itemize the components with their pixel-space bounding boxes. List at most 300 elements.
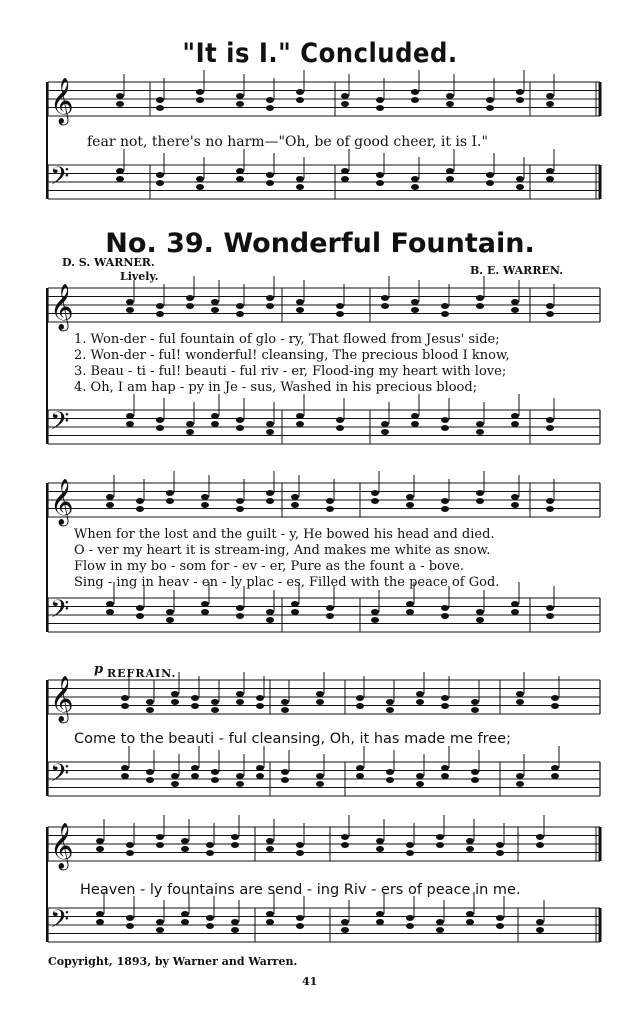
notehead <box>96 838 104 844</box>
dynamic-marking: p <box>94 662 104 677</box>
notehead <box>411 176 419 182</box>
notehead <box>296 89 304 95</box>
notehead <box>446 101 454 107</box>
notehead <box>406 915 414 921</box>
notehead <box>296 299 304 305</box>
notehead <box>536 834 544 840</box>
notehead <box>441 773 449 779</box>
notehead <box>296 842 304 848</box>
notehead <box>121 695 129 701</box>
verse-2-line-1: 2. Won-der - ful! wonderful! cleansing, The precious blood I know, <box>74 348 510 363</box>
notehead <box>441 425 449 431</box>
notehead <box>266 617 274 623</box>
notehead <box>231 842 239 848</box>
notehead <box>211 413 219 419</box>
notehead <box>126 923 134 929</box>
notehead <box>291 609 299 615</box>
notehead <box>416 699 424 705</box>
notehead <box>406 609 414 615</box>
notehead <box>136 613 144 619</box>
notehead <box>231 927 239 933</box>
notehead <box>326 613 334 619</box>
notehead <box>236 498 244 504</box>
notehead <box>546 425 554 431</box>
notehead <box>266 105 274 111</box>
notehead <box>266 303 274 309</box>
notehead <box>266 911 274 917</box>
notehead <box>496 923 504 929</box>
notehead <box>511 609 519 615</box>
notehead <box>326 498 334 504</box>
notehead <box>231 919 239 925</box>
concluded-title: "It is I." Concluded. <box>182 38 458 69</box>
notehead <box>476 490 484 496</box>
treble-clef-icon: 𝄞 <box>50 479 74 525</box>
composer: B. E. WARREN. <box>470 264 564 277</box>
verse-3-line-1: 3. Beau - ti - ful! beauti - ful riv - er, Flood-ing my heart with love; <box>74 364 507 379</box>
notehead <box>196 176 204 182</box>
notehead <box>386 777 394 783</box>
notehead <box>446 93 454 99</box>
notehead <box>546 101 554 107</box>
notehead <box>476 295 484 301</box>
notehead <box>256 773 264 779</box>
bass-clef-icon: 𝄢 <box>50 595 70 630</box>
notehead <box>471 777 479 783</box>
notehead <box>441 506 449 512</box>
notehead <box>126 421 134 427</box>
notehead <box>136 506 144 512</box>
notehead <box>166 490 174 496</box>
notehead <box>266 172 274 178</box>
notehead <box>341 927 349 933</box>
notehead <box>126 915 134 921</box>
notehead <box>381 421 389 427</box>
notehead <box>171 699 179 705</box>
notehead <box>126 299 134 305</box>
notehead <box>411 97 419 103</box>
notehead <box>121 703 129 709</box>
notehead <box>356 695 364 701</box>
notehead <box>511 502 519 508</box>
refrain-line-2: Heaven - ly fountains are send - ing Riv - ers of peace in me. <box>80 882 521 898</box>
notehead <box>236 176 244 182</box>
notehead <box>546 311 554 317</box>
notehead <box>206 850 214 856</box>
notehead <box>356 703 364 709</box>
notehead <box>316 781 324 787</box>
notehead <box>181 911 189 917</box>
treble-clef-icon: 𝄞 <box>50 676 74 722</box>
notehead <box>146 769 154 775</box>
notehead <box>476 303 484 309</box>
notehead <box>376 97 384 103</box>
notehead <box>326 506 334 512</box>
concluded-lyric: fear not, there's no harm—"Oh, be of good cheer, it is I." <box>87 134 488 150</box>
verse-4-line-1: 4. Oh, I am hap - py in Je - sus, Washed in his precious blood; <box>74 380 478 395</box>
notehead <box>231 834 239 840</box>
notehead <box>411 89 419 95</box>
notehead <box>546 168 554 174</box>
notehead <box>551 773 559 779</box>
notehead <box>336 311 344 317</box>
notehead <box>201 601 209 607</box>
notehead <box>186 303 194 309</box>
notehead <box>266 498 274 504</box>
notehead <box>96 846 104 852</box>
notehead <box>296 307 304 313</box>
notehead <box>441 605 449 611</box>
notehead <box>146 777 154 783</box>
notehead <box>236 311 244 317</box>
notehead <box>546 417 554 423</box>
notehead <box>166 617 174 623</box>
notehead <box>326 605 334 611</box>
notehead <box>281 699 289 705</box>
notehead <box>436 927 444 933</box>
notehead <box>106 601 114 607</box>
notehead <box>296 176 304 182</box>
notehead <box>106 502 114 508</box>
notehead <box>341 168 349 174</box>
notehead <box>266 295 274 301</box>
notehead <box>236 93 244 99</box>
notehead <box>341 101 349 107</box>
notehead <box>96 919 104 925</box>
notehead <box>476 617 484 623</box>
notehead <box>406 923 414 929</box>
notehead <box>546 93 554 99</box>
notehead <box>121 765 129 771</box>
notehead <box>436 919 444 925</box>
notehead <box>376 172 384 178</box>
notehead <box>256 765 264 771</box>
notehead <box>516 97 524 103</box>
notehead <box>236 101 244 107</box>
notehead <box>441 765 449 771</box>
notehead <box>156 105 164 111</box>
refrain-line-1: Come to the beauti - ful cleansing, Oh, it has made me free; <box>74 731 511 747</box>
notehead <box>411 299 419 305</box>
notehead <box>476 421 484 427</box>
notehead <box>516 699 524 705</box>
verse-1-line-2: When for the lost and the guilt - y, He bowed his head and died. <box>74 527 495 542</box>
notehead <box>201 502 209 508</box>
notehead <box>191 695 199 701</box>
notehead <box>376 919 384 925</box>
notehead <box>546 613 554 619</box>
notehead <box>406 494 414 500</box>
notehead <box>516 89 524 95</box>
notehead <box>206 923 214 929</box>
notehead <box>156 842 164 848</box>
notehead <box>316 691 324 697</box>
notehead <box>211 777 219 783</box>
notehead <box>371 490 379 496</box>
notehead <box>126 307 134 313</box>
notehead <box>156 927 164 933</box>
notehead <box>416 773 424 779</box>
notehead <box>381 295 389 301</box>
notehead <box>136 605 144 611</box>
notehead <box>441 311 449 317</box>
notehead <box>471 699 479 705</box>
notehead <box>441 417 449 423</box>
notehead <box>156 919 164 925</box>
treble-clef-icon: 𝄞 <box>50 823 74 869</box>
notehead <box>96 911 104 917</box>
notehead <box>546 498 554 504</box>
notehead <box>416 691 424 697</box>
notehead <box>116 101 124 107</box>
notehead <box>381 429 389 435</box>
bass-clef-icon: 𝄢 <box>50 407 70 442</box>
notehead <box>211 707 219 713</box>
notehead <box>281 777 289 783</box>
verse-4-line-2: Sing - ing in heav - en - ly plac - es, Filled with the peace of God. <box>74 575 500 590</box>
notehead <box>191 703 199 709</box>
refrain-label: REFRAIN. <box>107 667 177 680</box>
notehead <box>116 176 124 182</box>
notehead <box>236 506 244 512</box>
notehead <box>126 842 134 848</box>
notehead <box>266 97 274 103</box>
notehead <box>516 691 524 697</box>
notehead <box>536 842 544 848</box>
notehead <box>486 105 494 111</box>
notehead <box>196 97 204 103</box>
notehead <box>406 850 414 856</box>
notehead <box>406 601 414 607</box>
notehead <box>156 417 164 423</box>
notehead <box>386 707 394 713</box>
song-title: No. 39. Wonderful Fountain. <box>105 228 535 259</box>
notehead <box>411 307 419 313</box>
notehead <box>256 703 264 709</box>
notehead <box>486 97 494 103</box>
notehead <box>206 842 214 848</box>
notehead <box>546 506 554 512</box>
notehead <box>376 838 384 844</box>
notehead <box>546 303 554 309</box>
notehead <box>496 842 504 848</box>
notehead <box>146 699 154 705</box>
notehead <box>236 613 244 619</box>
notehead <box>546 176 554 182</box>
notehead <box>341 842 349 848</box>
notehead <box>441 703 449 709</box>
notehead <box>356 773 364 779</box>
notehead <box>511 601 519 607</box>
notehead <box>181 838 189 844</box>
notehead <box>546 605 554 611</box>
notehead <box>446 168 454 174</box>
bass-clef-icon: 𝄢 <box>50 905 70 940</box>
notehead <box>441 695 449 701</box>
notehead <box>121 773 129 779</box>
notehead <box>336 417 344 423</box>
notehead <box>266 429 274 435</box>
notehead <box>281 769 289 775</box>
notehead <box>171 773 179 779</box>
notehead <box>146 707 154 713</box>
notehead <box>551 703 559 709</box>
notehead <box>291 601 299 607</box>
notehead <box>316 699 324 705</box>
notehead <box>156 311 164 317</box>
notehead <box>376 105 384 111</box>
notehead <box>336 425 344 431</box>
notehead <box>291 494 299 500</box>
notehead <box>181 846 189 852</box>
notehead <box>266 490 274 496</box>
notehead <box>236 781 244 787</box>
notehead <box>191 773 199 779</box>
notehead <box>211 307 219 313</box>
notehead <box>536 927 544 933</box>
notehead <box>266 421 274 427</box>
notehead <box>296 923 304 929</box>
verse-1-line-1: 1. Won-der - ful fountain of glo - ry, That flowed from Jesus' side; <box>74 332 500 347</box>
notehead <box>516 773 524 779</box>
notehead <box>381 303 389 309</box>
notehead <box>551 695 559 701</box>
notehead <box>266 919 274 925</box>
notehead <box>496 915 504 921</box>
notehead <box>511 413 519 419</box>
notehead <box>341 834 349 840</box>
notehead <box>236 605 244 611</box>
notehead <box>496 850 504 856</box>
treble-clef-icon: 𝄞 <box>50 284 74 330</box>
notehead <box>516 184 524 190</box>
notehead <box>341 93 349 99</box>
notehead <box>551 765 559 771</box>
notehead <box>236 691 244 697</box>
notehead <box>356 765 364 771</box>
notehead <box>211 769 219 775</box>
notehead <box>166 498 174 504</box>
notehead <box>266 180 274 186</box>
notehead <box>206 915 214 921</box>
notehead <box>416 781 424 787</box>
notehead <box>406 842 414 848</box>
page-number: 41 <box>302 975 318 988</box>
notehead <box>156 97 164 103</box>
notehead <box>386 769 394 775</box>
notehead <box>186 295 194 301</box>
notehead <box>266 846 274 852</box>
notehead <box>476 609 484 615</box>
notehead <box>201 609 209 615</box>
notehead <box>371 617 379 623</box>
notehead <box>411 421 419 427</box>
notehead <box>236 425 244 431</box>
notehead <box>156 303 164 309</box>
notehead <box>376 846 384 852</box>
notehead <box>236 417 244 423</box>
notehead <box>471 769 479 775</box>
notehead <box>291 502 299 508</box>
notehead <box>211 699 219 705</box>
notehead <box>486 172 494 178</box>
notehead <box>106 609 114 615</box>
notehead <box>296 184 304 190</box>
notehead <box>441 613 449 619</box>
notehead <box>406 502 414 508</box>
notehead <box>296 421 304 427</box>
notehead <box>341 176 349 182</box>
notehead <box>511 299 519 305</box>
notehead <box>281 707 289 713</box>
notehead <box>156 172 164 178</box>
notehead <box>511 307 519 313</box>
notehead <box>296 97 304 103</box>
notehead <box>236 773 244 779</box>
notehead <box>256 695 264 701</box>
notehead <box>341 919 349 925</box>
notehead <box>486 180 494 186</box>
notehead <box>466 838 474 844</box>
notehead <box>126 413 134 419</box>
notehead <box>476 498 484 504</box>
notehead <box>441 498 449 504</box>
notehead <box>236 303 244 309</box>
notehead <box>191 765 199 771</box>
notehead <box>201 494 209 500</box>
notehead <box>466 919 474 925</box>
notehead <box>266 609 274 615</box>
notehead <box>476 429 484 435</box>
notehead <box>436 842 444 848</box>
notehead <box>186 429 194 435</box>
notehead <box>296 850 304 856</box>
notehead <box>386 699 394 705</box>
notehead <box>211 299 219 305</box>
notehead <box>436 834 444 840</box>
notehead <box>266 838 274 844</box>
notehead <box>171 781 179 787</box>
notehead <box>156 425 164 431</box>
notehead <box>166 609 174 615</box>
notehead <box>376 180 384 186</box>
notehead <box>441 303 449 309</box>
notehead <box>236 699 244 705</box>
verse-2-line-2: O - ver my heart it is stream-ing, And makes me white as snow. <box>74 543 491 558</box>
verse-3-line-2: Flow in my bo - som for - ev - er, Pure as the fount a - bove. <box>74 559 465 574</box>
notehead <box>156 834 164 840</box>
copyright: Copyright, 1893, by Warner and Warren. <box>48 955 298 968</box>
notehead <box>171 691 179 697</box>
notehead <box>516 176 524 182</box>
notehead <box>376 911 384 917</box>
notehead <box>471 707 479 713</box>
notehead <box>511 494 519 500</box>
notehead <box>186 421 194 427</box>
notehead <box>511 421 519 427</box>
notehead <box>411 413 419 419</box>
notehead <box>411 184 419 190</box>
notehead <box>371 498 379 504</box>
notehead <box>116 93 124 99</box>
notehead <box>316 773 324 779</box>
notehead <box>126 850 134 856</box>
notehead <box>296 915 304 921</box>
notehead <box>236 168 244 174</box>
notehead <box>156 180 164 186</box>
notehead <box>466 846 474 852</box>
notehead <box>536 919 544 925</box>
